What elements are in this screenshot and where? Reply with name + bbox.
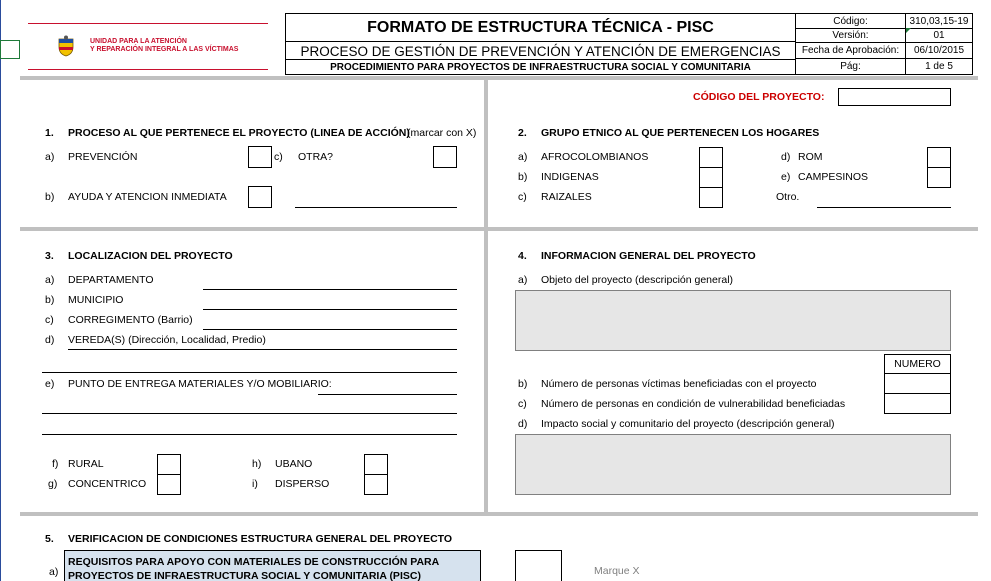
procedure-name: PROCEDIMIENTO PARA PROYECTOS DE INFRAESTRUCTURA SOCIAL Y COMUNITARIA: [285, 59, 796, 75]
vereda-label: VEREDA(S) (Dirección, Localidad, Predio): [68, 334, 266, 346]
indigenas-checkbox[interactable]: [699, 167, 723, 188]
prevencion-checkbox[interactable]: [248, 146, 272, 168]
item-letter: a): [518, 274, 528, 286]
item-letter: d): [781, 151, 791, 163]
raizales-checkbox[interactable]: [699, 187, 723, 208]
object-description-field[interactable]: [515, 290, 951, 351]
option-prevencion-label: PREVENCIÓN: [68, 151, 138, 163]
departamento-label: DEPARTAMENTO: [68, 274, 154, 286]
item-letter: g): [48, 478, 58, 490]
vulnerable-count-input[interactable]: [884, 393, 951, 414]
urbano-checkbox[interactable]: [364, 454, 388, 475]
separator: [20, 227, 978, 231]
campesinos-checkbox[interactable]: [927, 167, 951, 188]
raizales-label: RAIZALES: [541, 191, 592, 203]
item-letter: a): [49, 566, 59, 578]
item-letter: a): [45, 151, 55, 163]
item-letter: d): [518, 418, 528, 430]
requirement-header: REQUISITOS PARA APOYO CON MATERIALES DE CONSTRUCCIÓN PARA PROYECTOS DE INFRAESTRUCTURA SOCIAL Y COMUNITARIA (PISC): [64, 550, 481, 581]
item-letter: c): [518, 398, 527, 410]
afro-label: AFROCOLOMBIANOS: [541, 151, 649, 163]
column-separator: [484, 76, 488, 516]
impact-label: Impacto social y comunitario del proyecto (descripción general): [541, 418, 835, 430]
rural-label: RURAL: [68, 458, 104, 470]
corregimiento-label: CORREGIMENTO (Barrio): [68, 314, 193, 326]
requirement-checkbox[interactable]: [515, 550, 562, 581]
victims-count-label: Número de personas víctimas beneficiadas con el proyecto: [541, 378, 817, 390]
header: [20, 13, 970, 75]
rural-checkbox[interactable]: [157, 454, 181, 475]
afro-checkbox[interactable]: [699, 147, 723, 168]
item-letter: b): [45, 294, 55, 306]
option-ayuda-label: AYUDA Y ATENCION INMEDIATA: [68, 191, 227, 203]
section1-number: 1.: [45, 127, 54, 139]
delivery-point-field[interactable]: [318, 394, 457, 395]
item-letter: e): [45, 378, 55, 390]
municipio-field[interactable]: [203, 309, 457, 310]
otra-checkbox[interactable]: [433, 146, 457, 168]
numero-header: NUMERO: [884, 354, 951, 374]
item-letter: i): [252, 478, 258, 490]
project-code-label: CÓDIGO DEL PROYECTO:: [693, 91, 825, 103]
project-code-input[interactable]: [838, 88, 951, 106]
section2-number: 2.: [518, 127, 527, 139]
item-letter: h): [252, 458, 262, 470]
concentrico-checkbox[interactable]: [157, 474, 181, 495]
item-letter: b): [518, 171, 528, 183]
otro-label: Otro.: [776, 191, 800, 203]
object-label: Objeto del proyecto (descripción general): [541, 274, 734, 286]
option-otra-label: OTRA?: [298, 151, 334, 163]
urbano-label: UBANO: [275, 458, 313, 470]
fecha-value: 06/10/2015: [905, 42, 973, 59]
section5-number: 5.: [45, 533, 54, 545]
fecha-label: Fecha de Aprobación:: [795, 42, 906, 59]
item-letter: b): [518, 378, 528, 390]
mark-hint: Marque X: [594, 565, 640, 577]
item-letter: b): [45, 191, 55, 203]
section1-note: (marcar con X): [407, 127, 477, 139]
otra-specify-line[interactable]: [295, 207, 457, 208]
section3-title: LOCALIZACION DEL PROYECTO: [68, 250, 233, 262]
rom-label: ROM: [798, 151, 823, 163]
item-letter: c): [274, 151, 283, 163]
concentrico-label: CONCENTRICO: [68, 478, 147, 490]
separator: [20, 76, 978, 80]
corregimiento-field[interactable]: [203, 329, 457, 330]
logo-text-line1: UNIDAD PARA LA ATENCIÓN: [90, 38, 187, 45]
pag-label: Pág:: [795, 58, 906, 75]
vulnerable-count-label: Número de personas en condición de vulnerabilidad beneficiadas: [541, 398, 846, 410]
logo-text-line2: Y REPARACIÓN INTEGRAL A LAS VÍCTIMAS: [90, 46, 239, 53]
otro-specify-line[interactable]: [817, 207, 951, 208]
codigo-label: Código:: [795, 13, 906, 29]
vereda-field-extra[interactable]: [42, 372, 457, 373]
version-value: 01: [905, 28, 973, 43]
item-letter: a): [45, 274, 55, 286]
vereda-field[interactable]: [68, 349, 457, 350]
item-letter: d): [45, 334, 55, 346]
section3-number: 3.: [45, 250, 54, 262]
document-title: FORMATO DE ESTRUCTURA TÉCNICA - PISC: [285, 13, 796, 42]
item-letter: c): [518, 191, 527, 203]
impact-description-field[interactable]: [515, 434, 951, 495]
separator: [20, 512, 978, 516]
section4-number: 4.: [518, 250, 527, 262]
delivery-point-label: PUNTO DE ENTREGA MATERIALES Y/O MOBILIARIO:: [68, 378, 332, 390]
disperso-label: DISPERSO: [275, 478, 330, 490]
pag-value: 1 de 5: [905, 58, 973, 75]
section2-title: GRUPO ETNICO AL QUE PERTENECEN LOS HOGARES: [541, 127, 820, 139]
disperso-checkbox[interactable]: [364, 474, 388, 495]
page-edge: [0, 0, 1, 581]
selected-cell[interactable]: [0, 40, 20, 59]
process-name: PROCESO DE GESTIÓN DE PREVENCIÓN Y ATENCIÓN DE EMERGENCIAS: [285, 41, 796, 60]
departamento-field[interactable]: [203, 289, 457, 290]
victims-count-input[interactable]: [884, 373, 951, 394]
item-letter: a): [518, 151, 528, 163]
ayuda-checkbox[interactable]: [248, 186, 272, 208]
section4-title: INFORMACION GENERAL DEL PROYECTO: [541, 250, 756, 262]
comment-marker: [906, 28, 911, 33]
indigenas-label: INDIGENAS: [541, 171, 599, 183]
rom-checkbox[interactable]: [927, 147, 951, 168]
version-label: Versión:: [795, 28, 906, 43]
campesinos-label: CAMPESINOS: [798, 171, 869, 183]
delivery-point-line2[interactable]: [42, 413, 457, 414]
item-letter: c): [45, 314, 54, 326]
municipio-label: MUNICIPIO: [68, 294, 124, 306]
item-letter: f): [52, 458, 59, 470]
section1-title: PROCESO AL QUE PERTENECE EL PROYECTO (LINEA DE ACCIÓN): [68, 127, 410, 139]
coat-of-arms-icon: [56, 35, 76, 57]
delivery-point-line3[interactable]: [42, 434, 457, 435]
item-letter: e): [781, 171, 791, 183]
codigo-value: 310,03,15-19: [905, 13, 973, 29]
section5-title: VERIFICACION DE CONDICIONES ESTRUCTURA GENERAL DEL PROYECTO: [68, 533, 453, 545]
